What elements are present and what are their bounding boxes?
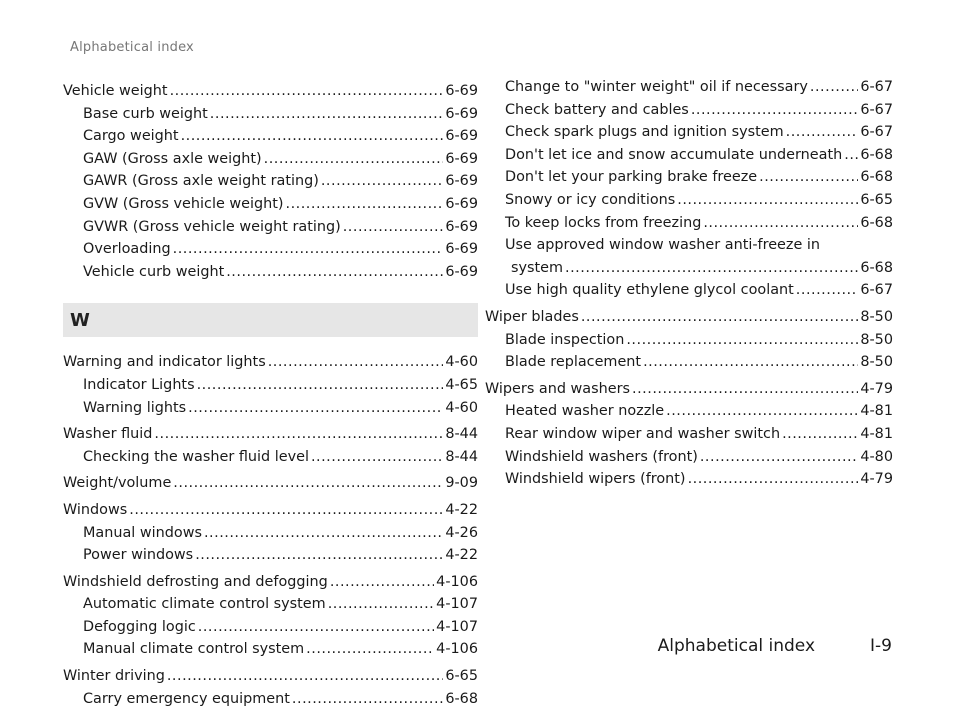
index-sub-entry xyxy=(63,238,478,261)
index-sub-entry xyxy=(63,522,478,545)
index-entry-page: 4-81 xyxy=(860,403,893,420)
index-entry-page: 6-68 xyxy=(445,690,478,707)
index-entry-text: Checking the washer fluid level xyxy=(83,448,309,465)
index-entry-page: 4-79 xyxy=(860,380,893,397)
index-sub-entry xyxy=(63,148,478,171)
index-group-w xyxy=(63,351,478,710)
index-sub-entry xyxy=(485,468,893,491)
dot-leader xyxy=(129,499,443,522)
dot-leader xyxy=(188,397,443,420)
index-sub-entry xyxy=(63,616,478,639)
index-entry-page: 6-67 xyxy=(860,124,893,141)
index-entry-text: Cargo weight xyxy=(83,128,179,145)
index-entry-page: 4-26 xyxy=(445,524,478,541)
index-entry-text: Don't let ice and snow accumulate underneath xyxy=(505,146,843,163)
index-main-entry xyxy=(63,472,478,495)
index-sub-entry xyxy=(485,400,893,423)
dot-leader xyxy=(204,522,443,545)
dot-leader xyxy=(195,544,443,567)
index-entry-page: 4-22 xyxy=(445,501,478,518)
index-entry-page: 6-69 xyxy=(445,173,478,190)
dot-leader xyxy=(626,329,858,352)
index-entry-text: GVW (Gross vehicle weight) xyxy=(83,195,284,212)
index-entry-page: 6-69 xyxy=(445,218,478,235)
index-sub-entry xyxy=(485,279,893,302)
index-entry-page: 4-65 xyxy=(445,376,478,393)
dot-leader xyxy=(810,76,858,99)
index-group-w-continued xyxy=(485,76,893,491)
index-sub-entry xyxy=(63,688,478,710)
index-sub-entry xyxy=(63,170,478,193)
index-entry-page: 4-81 xyxy=(860,425,893,442)
index-sub-entry xyxy=(63,544,478,567)
index-sub-entry xyxy=(485,144,893,167)
index-entry-page: 4-80 xyxy=(860,448,893,465)
index-entry-text: Base curb weight xyxy=(83,105,208,122)
dot-leader xyxy=(268,351,444,374)
index-entry-page: 6-68 xyxy=(860,169,893,186)
index-entry-text: Warning and indicator lights xyxy=(63,354,266,371)
index-entry-page: 6-68 xyxy=(860,259,893,276)
index-entry-page: 6-67 xyxy=(860,79,893,95)
index-main-entry xyxy=(63,351,478,374)
index-entry-page: 4-106 xyxy=(436,641,478,658)
index-entry-page: 8-50 xyxy=(860,354,893,371)
index-sub-entry xyxy=(63,638,478,661)
index-entry-text: Weight/volume xyxy=(63,475,172,492)
index-sub-entry xyxy=(485,257,893,280)
dot-leader xyxy=(181,125,444,148)
index-sub-entry xyxy=(63,193,478,216)
index-sub-entry xyxy=(485,212,893,235)
dot-leader xyxy=(688,468,859,491)
dot-leader xyxy=(343,216,444,239)
index-main-entry xyxy=(63,80,478,103)
index-entry-text: Windshield defrosting and defogging xyxy=(63,573,328,590)
index-entry-text: Don't let your parking brake freeze xyxy=(505,169,758,186)
index-entry-page: 8-50 xyxy=(860,308,893,325)
index-entry-page: 6-67 xyxy=(860,282,893,299)
index-entry-page: 6-69 xyxy=(445,128,478,145)
index-sub-entry xyxy=(485,99,893,122)
dot-leader xyxy=(321,170,443,193)
index-entry-text: Winter driving xyxy=(63,668,165,685)
dot-leader xyxy=(691,99,859,122)
index-entry-text: Wiper blades xyxy=(485,308,579,325)
dot-leader xyxy=(264,148,444,171)
dot-leader xyxy=(173,238,444,261)
dot-leader xyxy=(286,193,444,216)
index-entry-text: Power windows xyxy=(83,547,194,564)
index-entry-page: 4-60 xyxy=(445,354,478,371)
index-entry-text: Check battery and cables xyxy=(505,101,689,118)
index-sub-entry xyxy=(63,397,478,420)
index-entry-page: 4-106 xyxy=(436,573,478,590)
dot-leader xyxy=(197,374,444,397)
index-entry-page: 4-60 xyxy=(445,399,478,416)
index-main-entry xyxy=(63,423,478,446)
index-entry-text: GAWR (Gross axle weight rating) xyxy=(83,173,319,190)
dot-leader xyxy=(330,571,434,594)
index-entry-page: 6-65 xyxy=(860,191,893,208)
dot-leader xyxy=(565,257,858,280)
index-entry-text: Vehicle weight xyxy=(63,83,168,99)
index-column-right xyxy=(485,76,893,491)
index-entry-page: 6-69 xyxy=(445,83,478,99)
dot-leader xyxy=(632,378,858,401)
index-main-entry xyxy=(63,665,478,688)
index-entry-text: Defogging logic xyxy=(83,618,196,635)
dot-leader xyxy=(198,616,434,639)
index-main-entry xyxy=(63,571,478,594)
index-entry-text: system xyxy=(511,259,564,276)
dot-leader xyxy=(782,423,858,446)
dot-leader xyxy=(700,446,858,469)
index-sub-entry xyxy=(485,234,893,257)
index-entry-text: Heated washer nozzle xyxy=(505,403,665,420)
index-sub-entry xyxy=(485,189,893,212)
index-entry-page: 4-22 xyxy=(445,547,478,564)
index-column-left xyxy=(63,80,478,710)
index-sub-entry xyxy=(63,216,478,239)
index-entry-text: Use high quality ethylene glycol coolant xyxy=(505,282,794,299)
index-sub-entry xyxy=(63,374,478,397)
index-entry-page: 4-107 xyxy=(436,618,478,635)
index-entry-page: 6-69 xyxy=(445,150,478,167)
index-entry-text: Automatic climate control system xyxy=(83,596,326,613)
dot-leader xyxy=(666,400,858,423)
section-letter: W xyxy=(70,309,90,331)
index-entry-text: Manual climate control system xyxy=(83,641,305,658)
index-entry-text: Warning lights xyxy=(83,399,187,416)
index-entry-text: Washer fluid xyxy=(63,426,153,443)
dot-leader xyxy=(677,189,858,212)
index-entry-text: GAW (Gross axle weight) xyxy=(83,150,262,167)
index-entry-page: 6-69 xyxy=(445,105,478,122)
footer-page-number: I-9 xyxy=(870,636,892,656)
index-entry-text: Snowy or icy conditions xyxy=(505,191,676,208)
index-entry-text: To keep locks from freezing xyxy=(505,214,702,231)
section-header-w xyxy=(63,303,478,337)
index-entry-text: Check spark plugs and ignition system xyxy=(505,124,784,141)
index-sub-entry xyxy=(485,329,893,352)
footer-section-label: Alphabetical index xyxy=(657,636,815,656)
index-entry-text: Indicator Lights xyxy=(83,376,195,393)
index-sub-entry xyxy=(485,166,893,189)
index-entry-page: 6-69 xyxy=(445,195,478,212)
dot-leader xyxy=(311,446,443,469)
index-main-entry xyxy=(485,306,893,329)
index-entry-text: Blade inspection xyxy=(505,331,625,348)
index-entry-page: 8-50 xyxy=(860,331,893,348)
dot-leader xyxy=(173,472,443,495)
dot-leader xyxy=(786,121,859,144)
index-entry-page: 8-44 xyxy=(445,448,478,465)
dot-leader xyxy=(226,261,443,284)
index-sub-entry xyxy=(63,446,478,469)
dot-leader xyxy=(167,665,443,688)
index-sub-entry xyxy=(485,76,893,99)
index-entry-page: 6-68 xyxy=(860,214,893,231)
dot-leader xyxy=(581,306,859,329)
index-entry-page: 4-107 xyxy=(436,596,478,613)
index-entry-text: Windows xyxy=(63,501,128,518)
index-entry-text: Change to "winter weight" oil if necessary xyxy=(505,79,808,95)
index-entry-text: Wipers and washers xyxy=(485,380,631,397)
index-entry-text: Rear window wiper and washer switch xyxy=(505,425,781,442)
index-entry-text: Windshield wipers (front) xyxy=(505,471,686,488)
index-entry-page: 4-79 xyxy=(860,471,893,488)
index-entry-text: Vehicle curb weight xyxy=(83,263,225,280)
index-entry-page: 8-44 xyxy=(445,426,478,443)
dot-leader xyxy=(306,638,434,661)
index-sub-entry xyxy=(485,351,893,374)
dot-leader xyxy=(154,423,443,446)
dot-leader xyxy=(210,103,444,126)
dot-leader xyxy=(703,212,858,235)
index-entry-text: Windshield washers (front) xyxy=(505,448,698,465)
index-entry-text: Blade replacement xyxy=(505,354,642,371)
dot-leader xyxy=(796,279,859,302)
index-sub-entry xyxy=(63,103,478,126)
index-entry-page: 6-67 xyxy=(860,101,893,118)
dot-leader xyxy=(170,80,444,103)
dot-leader xyxy=(292,688,443,710)
index-entry-page: 6-69 xyxy=(445,263,478,280)
dot-leader xyxy=(759,166,858,189)
index-entry-text: Carry emergency equipment xyxy=(83,690,290,707)
index-sub-entry xyxy=(63,593,478,616)
index-entry-page: 6-69 xyxy=(445,241,478,258)
index-main-entry xyxy=(485,378,893,401)
index-entry-page: 9-09 xyxy=(445,475,478,492)
index-group-v xyxy=(63,80,478,283)
dot-leader xyxy=(844,144,858,167)
index-sub-entry xyxy=(63,125,478,148)
index-entry-text: Use approved window washer anti-freeze in xyxy=(505,237,820,254)
index-sub-entry xyxy=(485,121,893,144)
index-entry-text: Manual windows xyxy=(83,524,202,541)
index-entry-text: GVWR (Gross vehicle weight rating) xyxy=(83,218,341,235)
index-sub-entry xyxy=(63,261,478,284)
dot-leader xyxy=(643,351,858,374)
index-sub-entry xyxy=(485,423,893,446)
index-entry-page: 6-68 xyxy=(860,146,893,163)
dot-leader xyxy=(328,593,434,616)
index-sub-entry xyxy=(485,446,893,469)
page-header-label: Alphabetical index xyxy=(70,40,194,55)
index-main-entry xyxy=(63,499,478,522)
index-entry-page: 6-65 xyxy=(445,668,478,685)
index-entry-text: Overloading xyxy=(83,241,171,258)
